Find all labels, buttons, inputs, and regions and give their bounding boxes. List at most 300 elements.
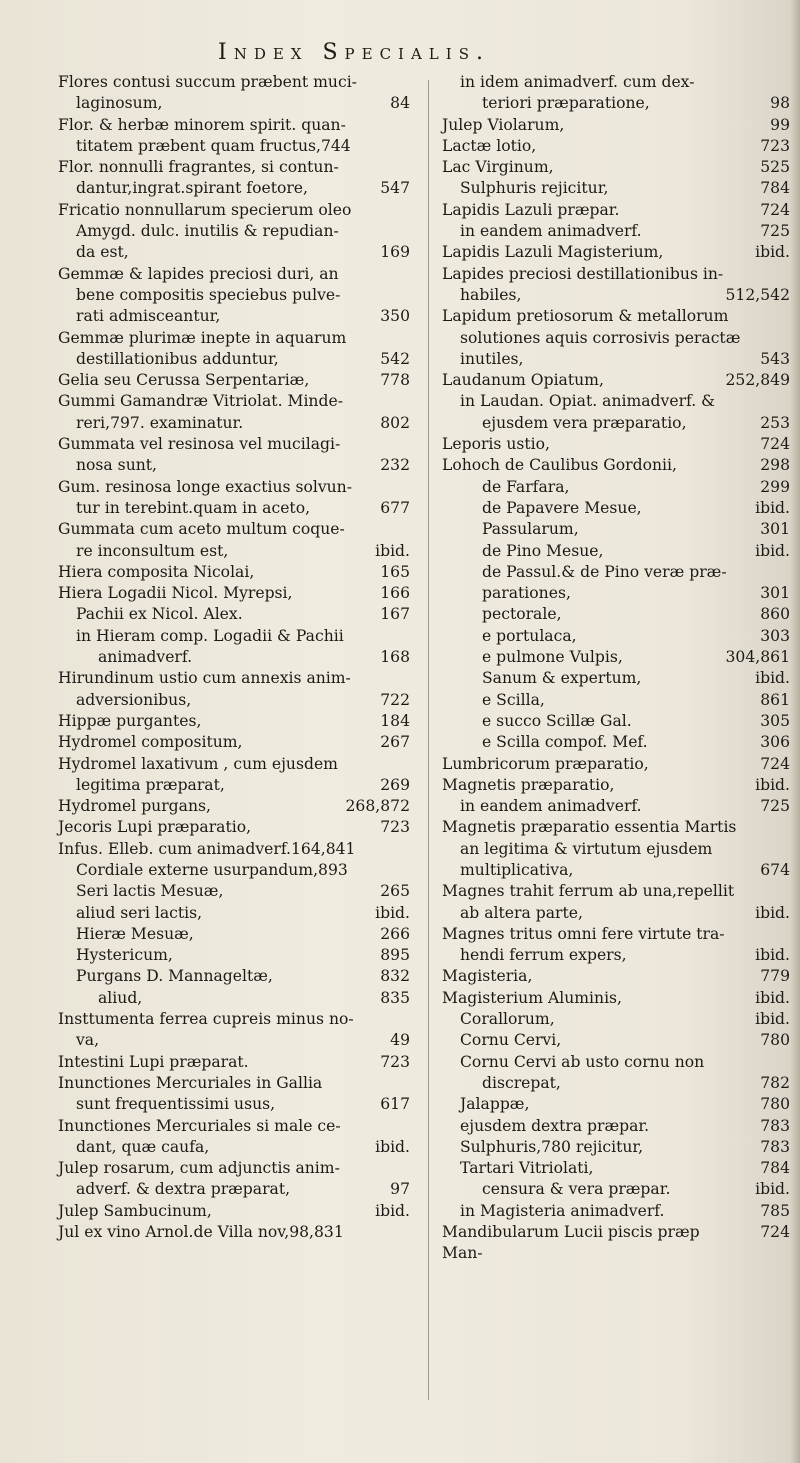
index-entry-page: 512,542: [725, 285, 790, 304]
index-entry: [442, 583, 790, 604]
index-entry: [442, 1094, 790, 1115]
index-entry-page: 301: [760, 520, 790, 539]
index-entry-text: Magisterium Aluminis,: [442, 988, 623, 1007]
index-entry: [58, 221, 410, 242]
index-entry-text: censura & vera præpar.: [482, 1180, 671, 1199]
index-entry-text: Passularum,: [482, 520, 579, 539]
index-entry-text: Magnes trahit ferrum ab una,repellit: [442, 882, 735, 901]
index-entry-page: 306: [760, 733, 790, 752]
index-entry-text: Insttumenta ferrea cupreis minus no-: [58, 1010, 354, 1029]
index-entry-text: Lac Virginum,: [442, 158, 554, 177]
index-entry: [58, 1137, 410, 1158]
index-entry: [442, 775, 790, 796]
index-entry-text: Jecoris Lupi præparatio,: [58, 818, 252, 837]
index-entry: [442, 200, 790, 221]
index-entry-page: 98: [770, 94, 790, 113]
index-entry: [58, 966, 410, 987]
index-entry: [58, 711, 410, 732]
index-entry: [442, 1009, 790, 1030]
index-entry-page: 617: [380, 1095, 410, 1114]
index-entry: [58, 349, 410, 370]
index-entry-text: Fricatio nonnullarum specierum oleo: [58, 200, 352, 219]
index-entry-page: 269: [380, 775, 410, 794]
index-entry-text: e Scilla compof. Mef.: [482, 733, 648, 752]
index-entry-text: Gum. resinosa longe exactius solvun-: [58, 477, 352, 496]
index-entry-text: sunt frequentissimi usus,: [76, 1095, 276, 1114]
index-entry-text: Purgans D. Mannageltæ,: [76, 967, 273, 986]
index-entry-page: 783: [760, 1116, 790, 1135]
index-entry-page: 542: [380, 349, 410, 368]
index-entry-text: laginosum,: [76, 94, 163, 113]
index-entry: [442, 1030, 790, 1051]
index-entry: [442, 285, 790, 306]
index-entry-page: 860: [760, 605, 790, 624]
index-entry-text: e pulmone Vulpis,: [482, 648, 623, 667]
index-entry-page: 299: [760, 477, 790, 496]
index-entry-page: 723: [760, 136, 790, 155]
index-entry-text: Lapidis Lazuli Magisterium,: [442, 243, 664, 262]
index-entry-text: Inunctiones Mercuriales si male ce-: [58, 1116, 341, 1135]
index-entry: [58, 945, 410, 966]
index-entry-text: Amygd. dulc. inutilis & repudian-: [76, 222, 339, 241]
index-entry: [58, 498, 410, 519]
index-entry-text: Flor. nonnulli fragrantes, si contun-: [58, 158, 339, 177]
index-entry: [442, 817, 790, 838]
index-entry: [442, 349, 790, 370]
index-entry-text: Seri lactis Mesuæ,: [76, 882, 224, 901]
index-entry-text: solutiones aquis corrosivis peractæ: [460, 328, 741, 347]
index-entry-text: Lapidis Lazuli præpar.: [442, 200, 620, 219]
index-entry: [58, 242, 410, 263]
index-entry-text: Gummata cum aceto multum coque-: [58, 520, 345, 539]
index-entry-page: 97: [390, 1180, 410, 1199]
index-entry-text: Cordiale externe usurpandum,893: [76, 860, 348, 879]
index-entry: [442, 221, 790, 242]
index-entry-text: multiplicativa,: [460, 860, 574, 879]
index-entry-text: reri,797. examinatur.: [76, 413, 244, 432]
index-entry-page: ibid.: [755, 243, 790, 262]
index-entry: [442, 264, 790, 285]
page-edge-shadow: [790, 0, 800, 1463]
index-entry-text: Sulphuris rejicitur,: [460, 179, 609, 198]
index-entry: [58, 413, 410, 434]
index-entry: [58, 647, 410, 668]
index-entry-text: Flor. & herbæ minorem spirit. quan-: [58, 115, 346, 134]
index-entry-page: 723: [380, 1052, 410, 1071]
index-entry-text: Gummi Gamandræ Vitriolat. Minde-: [58, 392, 343, 411]
index-entry-page: 268,872: [345, 797, 410, 816]
index-entry-text: Magnes tritus omni fere virtute tra-: [442, 924, 725, 943]
index-entry: [58, 1073, 410, 1094]
index-entry-text: tur in terebint.quam in aceto,: [76, 498, 311, 517]
index-entry: [442, 306, 790, 327]
index-entry: [442, 711, 790, 732]
index-entry-text: va,: [76, 1031, 100, 1050]
index-entry-page: 778: [380, 371, 410, 390]
index-entry-text: Intestini Lupi præparat.: [58, 1052, 249, 1071]
index-entry-text: da est,: [76, 243, 129, 262]
index-entry-page: 49: [390, 1031, 410, 1050]
index-entry: [442, 754, 790, 775]
index-entry: [442, 413, 790, 434]
index-entry: [442, 924, 790, 945]
index-entry-text: Lumbricorum præparatio,: [442, 754, 649, 773]
index-entry-text: Tartari Vitriolati,: [460, 1159, 594, 1178]
index-entry: [442, 966, 790, 987]
column-divider: [428, 80, 429, 1400]
index-entry: [442, 1052, 790, 1073]
index-entry-text: Gummata vel resinosa vel mucilagi-: [58, 435, 341, 454]
index-entry-text: Flores contusi succum præbent muci-: [58, 73, 357, 91]
index-entry: [442, 1116, 790, 1137]
index-entry-text: pectorale,: [482, 605, 562, 624]
index-entry: [58, 690, 410, 711]
index-entry-text: dant, quæ caufa,: [76, 1137, 210, 1156]
index-entry: [442, 370, 790, 391]
index-entry-page: ibid.: [755, 541, 790, 560]
index-entry-text: habiles,: [460, 285, 522, 304]
right-column: [442, 72, 790, 1265]
index-entry: [442, 860, 790, 881]
index-entry-text: Gemmæ & lapides preciosi duri, an: [58, 264, 339, 283]
index-entry-page: 723: [380, 818, 410, 837]
index-entry: [58, 328, 410, 349]
index-entry: [442, 519, 790, 540]
index-entry-text: Julep Sambucinum,: [58, 1201, 212, 1220]
index-entry: [442, 136, 790, 157]
index-entry: [442, 1222, 790, 1243]
index-entry: [58, 541, 410, 562]
index-entry-page: 725: [760, 222, 790, 241]
index-entry-page: 547: [380, 179, 410, 198]
index-entry-page: 298: [760, 456, 790, 475]
index-entry: [58, 754, 410, 775]
index-entry-text: ejusdem vera præparatio,: [482, 413, 687, 432]
index-entry: [442, 690, 790, 711]
index-entry: [58, 72, 410, 93]
index-entry-page: 861: [760, 690, 790, 709]
index-entry-text: Hiera Logadii Nicol. Myrepsi,: [58, 584, 293, 603]
index-entry-text: bene compositis speciebus pulve-: [76, 285, 341, 304]
index-entry-text: Jalappæ,: [460, 1095, 530, 1114]
index-entry: [442, 477, 790, 498]
index-entry-text: Mandibularum Lucii piscis præp: [442, 1223, 700, 1242]
index-entry: [58, 519, 410, 540]
index-entry-text: legitima præparat,: [76, 775, 225, 794]
index-entry: [58, 903, 410, 924]
index-entry: [58, 178, 410, 199]
index-entry: [58, 285, 410, 306]
index-entry: [58, 1116, 410, 1137]
index-entry-text: Hiera composita Nicolai,: [58, 562, 255, 581]
index-entry-page: ibid.: [755, 903, 790, 922]
index-entry-page: 782: [760, 1073, 790, 1092]
index-entry-page: 780: [760, 1031, 790, 1050]
index-entry-page: 266: [380, 924, 410, 943]
index-entry-page: 265: [380, 882, 410, 901]
index-entry-text: de Papavere Mesue,: [482, 498, 642, 517]
index-entry: [442, 1243, 790, 1264]
index-entry: [442, 93, 790, 114]
index-entry-text: in idem animadverf. cum dex-: [460, 73, 695, 91]
index-entry-text: nosa sunt,: [76, 456, 157, 475]
index-entry-page: 724: [760, 200, 790, 219]
index-entry-text: Cornu Cervi ab usto cornu non: [460, 1052, 705, 1071]
index-entry: [442, 668, 790, 689]
index-entry: [442, 541, 790, 562]
index-entry-text: Hieræ Mesuæ,: [76, 924, 194, 943]
index-entry-text: Hippæ purgantes,: [58, 711, 202, 730]
index-entry-text: dantur,ingrat.spirant foetore,: [76, 179, 308, 198]
index-entry-text: an legitima & virtutum ejusdem: [460, 839, 713, 858]
index-entry: [58, 668, 410, 689]
index-entry-text: e succo Scillæ Gal.: [482, 711, 632, 730]
index-entry: [442, 434, 790, 455]
index-entry-text: Julep Violarum,: [442, 115, 565, 134]
index-entry-page: 724: [760, 435, 790, 454]
index-entry-text: aliud,: [98, 988, 143, 1007]
index-entry-page: 252,849: [725, 371, 790, 390]
index-entry: [58, 1158, 410, 1179]
index-entry-page: 677: [380, 498, 410, 517]
index-entry: [442, 115, 790, 136]
left-column: [58, 72, 410, 1243]
index-entry: [58, 264, 410, 285]
index-entry-text: Hydromel compositum,: [58, 733, 243, 752]
index-entry-text: in Hieram comp. Logadii & Pachii: [76, 626, 344, 645]
index-entry-text: Lapidum pretiosorum & metallorum: [442, 307, 729, 326]
index-entry: [58, 477, 410, 498]
index-entry: [58, 93, 410, 114]
index-entry-text: Hydromel laxativum , cum ejusdem: [58, 754, 338, 773]
index-entry-text: Gemmæ plurimæ inepte in aquarum: [58, 328, 347, 347]
index-entry-page: 779: [760, 967, 790, 986]
index-entry-page: 780: [760, 1095, 790, 1114]
index-entry: [58, 775, 410, 796]
index-entry: [58, 924, 410, 945]
index-entry-page: 895: [380, 946, 410, 965]
index-entry-text: discrepat,: [482, 1073, 561, 1092]
index-entry-page: ibid.: [375, 903, 410, 922]
index-entry: [58, 455, 410, 476]
index-entry: [442, 72, 790, 93]
index-entry-page: 835: [380, 988, 410, 1007]
index-entry-text: Corallorum,: [460, 1010, 555, 1029]
index-entry-text: hendi ferrum expers,: [460, 946, 627, 965]
index-entry-text: Lohoch de Caulibus Gordonii,: [442, 456, 677, 475]
index-entry-page: 168: [380, 648, 410, 667]
index-entry: [58, 115, 410, 136]
index-entry: [58, 1201, 410, 1222]
index-entry-text: aliud seri lactis,: [76, 903, 203, 922]
index-entry-page: ibid.: [755, 946, 790, 965]
index-entry-page: ibid.: [375, 541, 410, 560]
index-entry: [58, 306, 410, 327]
index-entry: [442, 157, 790, 178]
index-entry-page: 725: [760, 797, 790, 816]
index-entry: [442, 604, 790, 625]
index-entry: [58, 136, 410, 157]
index-entry-text: Lapides preciosi destillationibus in-: [442, 264, 724, 283]
index-entry-page: ibid.: [755, 1180, 790, 1199]
index-entry-page: 303: [760, 626, 790, 645]
index-entry-page: 784: [760, 1159, 790, 1178]
index-entry-text: adverf. & dextra præparat,: [76, 1180, 291, 1199]
index-entry: [442, 1073, 790, 1094]
index-entry: [58, 732, 410, 753]
index-entry-text: Magisteria,: [442, 967, 533, 986]
index-entry: [58, 839, 410, 860]
index-entry-page: 267: [380, 733, 410, 752]
index-entry-text: ejusdem dextra præpar.: [460, 1116, 650, 1135]
index-entry-text: de Farfara,: [482, 477, 570, 496]
index-entry: [442, 1201, 790, 1222]
index-entry: [58, 583, 410, 604]
index-entry-text: in Magisteria animadverf.: [460, 1201, 665, 1220]
index-entry-page: 232: [380, 456, 410, 475]
index-entry-text: Hydromel purgans,: [58, 797, 211, 816]
running-head: Index Specialis.: [218, 40, 490, 65]
index-entry-text: Pachii ex Nicol. Alex.: [76, 605, 243, 624]
index-entry-page: ibid.: [755, 498, 790, 517]
index-entry-page: 305: [760, 711, 790, 730]
index-entry-text: Lactæ lotio,: [442, 136, 537, 155]
index-entry: [58, 626, 410, 647]
index-entry: [58, 1009, 410, 1030]
index-entry-page: 783: [760, 1137, 790, 1156]
index-entry-text: re inconsultum est,: [76, 541, 229, 560]
index-entry: [58, 988, 410, 1009]
index-entry-page: ibid.: [375, 1201, 410, 1220]
index-entry-text: Hirundinum ustio cum annexis anim-: [58, 669, 351, 688]
index-entry-text: Man-: [442, 1244, 483, 1263]
index-entry: [58, 1052, 410, 1073]
index-entry: [442, 945, 790, 966]
index-entry-text: animadverf.: [98, 648, 193, 667]
index-entry-page: 301: [760, 584, 790, 603]
index-entry-text: Sanum & expertum,: [482, 669, 642, 688]
index-entry-page: 304,861: [725, 648, 790, 667]
index-entry-text: teriori præparatione,: [482, 94, 650, 113]
index-entry: [442, 1158, 790, 1179]
index-entry: [442, 796, 790, 817]
index-entry-page: 784: [760, 179, 790, 198]
index-entry-page: 674: [760, 860, 790, 879]
index-entry-text: Inunctiones Mercuriales in Gallia: [58, 1073, 323, 1092]
index-entry: [58, 562, 410, 583]
index-entry: [442, 626, 790, 647]
index-entry-page: ibid.: [755, 988, 790, 1007]
index-entry-page: 166: [380, 584, 410, 603]
index-entry-text: Julep rosarum, cum adjunctis anim-: [58, 1159, 340, 1178]
index-entry-text: Magnetis præparatio essentia Martis: [442, 818, 737, 837]
index-entry: [442, 1179, 790, 1200]
index-entry-page: 350: [380, 307, 410, 326]
index-entry-text: Laudanum Opiatum,: [442, 371, 604, 390]
index-entry: [442, 391, 790, 412]
index-entry-page: 99: [770, 115, 790, 134]
index-entry-page: 722: [380, 690, 410, 709]
index-entry-text: e Scilla,: [482, 690, 545, 709]
index-entry: [442, 562, 790, 583]
index-entry-page: 165: [380, 562, 410, 581]
index-entry-text: parationes,: [482, 584, 571, 603]
index-entry-text: Sulphuris,780 rejicitur,: [460, 1137, 644, 1156]
index-entry-page: ibid.: [375, 1137, 410, 1156]
index-entry: [442, 647, 790, 668]
index-entry: [442, 1137, 790, 1158]
index-entry: [442, 988, 790, 1009]
index-entry: [442, 328, 790, 349]
index-entry-text: Leporis ustio,: [442, 435, 550, 454]
index-entry: [442, 732, 790, 753]
index-entry-text: Infus. Elleb. cum animadverf.164,841: [58, 839, 356, 858]
index-entry-page: 724: [760, 1223, 790, 1242]
index-entry-page: 785: [760, 1201, 790, 1220]
index-entry-text: Magnetis præparatio,: [442, 775, 615, 794]
index-entry-page: 802: [380, 413, 410, 432]
index-entry: [58, 370, 410, 391]
index-entry-page: 832: [380, 967, 410, 986]
index-entry: [58, 1222, 410, 1243]
index-entry-page: 525: [760, 158, 790, 177]
index-entry-text: in eandem animadverf.: [460, 797, 642, 816]
index-entry: [442, 242, 790, 263]
index-entry: [58, 604, 410, 625]
index-entry-page: 543: [760, 349, 790, 368]
index-entry: [58, 200, 410, 221]
index-entry: [58, 817, 410, 838]
index-entry-text: Cornu Cervi,: [460, 1031, 562, 1050]
index-entry-text: Jul ex vino Arnol.de Villa nov,98,831: [58, 1223, 344, 1242]
index-entry: [58, 391, 410, 412]
index-entry: [58, 1094, 410, 1115]
index-entry-text: ab altera parte,: [460, 903, 583, 922]
index-entry: [58, 796, 410, 817]
index-entry: [58, 881, 410, 902]
index-entry-text: Gelia seu Cerussa Serpentariæ,: [58, 371, 310, 390]
index-entry-page: ibid.: [755, 775, 790, 794]
index-entry-text: destillationibus adduntur,: [76, 349, 279, 368]
index-entry: [58, 434, 410, 455]
index-entry-text: de Pino Mesue,: [482, 541, 604, 560]
index-entry: [442, 839, 790, 860]
index-entry-text: in eandem animadverf.: [460, 222, 642, 241]
index-entry-page: 84: [390, 94, 410, 113]
index-entry: [58, 860, 410, 881]
index-entry: [58, 1179, 410, 1200]
index-entry: [58, 1030, 410, 1051]
index-entry: [442, 881, 790, 902]
index-entry-page: 724: [760, 754, 790, 773]
index-entry-text: de Passul.& de Pino veræ præ-: [482, 562, 727, 581]
index-entry-text: e portulaca,: [482, 626, 577, 645]
index-entry-text: Hystericum,: [76, 946, 173, 965]
index-entry-text: rati admisceantur,: [76, 307, 221, 326]
index-entry-page: 167: [380, 605, 410, 624]
index-entry-page: 184: [380, 711, 410, 730]
index-entry: [442, 903, 790, 924]
index-entry: [442, 498, 790, 519]
index-entry-text: inutiles,: [460, 349, 524, 368]
index-entry-text: adversionibus,: [76, 690, 192, 709]
index-entry: [442, 455, 790, 476]
index-entry-page: ibid.: [755, 1010, 790, 1029]
index-entry: [58, 157, 410, 178]
index-entry-text: in Laudan. Opiat. animadverf. &: [460, 392, 716, 411]
index-entry-page: 253: [760, 413, 790, 432]
index-entry-text: titatem præbent quam fructus,744: [76, 136, 351, 155]
